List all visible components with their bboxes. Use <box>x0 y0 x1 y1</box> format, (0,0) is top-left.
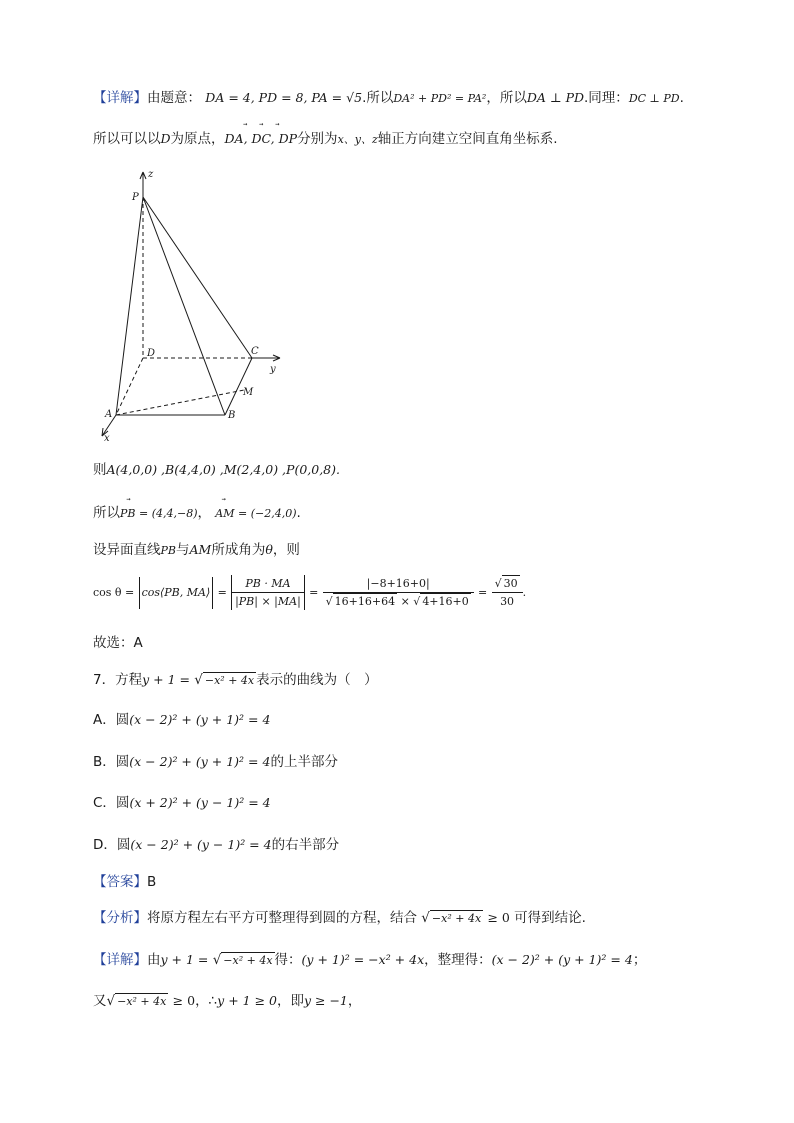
option-b-suffix: 的上半部分 <box>270 754 338 770</box>
text-coordinate-system: 轴正方向建立空间直角坐标系. <box>377 131 558 147</box>
analysis-radicand: −x² + 4x <box>431 912 482 925</box>
detail-prefix: 由题意： <box>147 90 201 106</box>
analysis-tag: 【分析】 <box>93 910 147 926</box>
option-b <box>93 752 338 772</box>
label-c: C <box>251 346 259 357</box>
y-plus-one-inequality: y + 1 ≥ 0 <box>217 993 277 1008</box>
cos-inner: cos⟨PB, MA⟩ <box>139 577 214 609</box>
text-then-2: ，则 <box>272 542 300 558</box>
text-get: 得： <box>274 952 302 968</box>
perpendicular-da-pd: DA ⊥ PD <box>526 90 585 105</box>
pyramid-figure <box>92 162 292 444</box>
text-respectively: 分别为 <box>297 131 338 147</box>
semicolon: ； <box>632 952 647 968</box>
equals-1: = <box>217 586 227 599</box>
detail-line-1 <box>93 88 684 109</box>
detail-line-2 <box>93 120 558 150</box>
edge-da-dashed <box>116 358 143 415</box>
y-range: y ≥ −1 <box>303 993 348 1008</box>
theta: θ <box>265 542 273 557</box>
cos-theta: cos θ = <box>93 586 135 599</box>
detail-line-4: 又√ −x² + 4x ≥ 0，∴y + 1 ≥ 0，即y ≥ −1， <box>93 993 362 1009</box>
vectors-line <box>93 495 301 524</box>
option-b-equation: (x − 2)² + (y + 1)² = 4 <box>129 754 271 769</box>
circle-equation: (x − 2)² + (y + 1)² = 4 <box>491 952 633 967</box>
angle-line <box>93 540 300 561</box>
answer-line <box>93 872 156 892</box>
period-2: . <box>296 505 301 521</box>
text-so-2: ，所以 <box>486 90 527 106</box>
option-d-label: D．圆 <box>93 837 131 853</box>
fraction-dot-product: $\frac{PB \cdot MA}{|PB| \times |MA|}$ <box>231 575 305 610</box>
text-therefore: ，∴ <box>195 993 218 1009</box>
line-am: AM <box>189 542 212 557</box>
question-number: 7．方程 <box>93 672 143 688</box>
vector-am: → AM = (−2,4,0) <box>215 495 297 520</box>
detail-tag-2: 【详解】 <box>93 952 147 968</box>
edge-pa <box>116 197 143 415</box>
question-7: 7．方程y + 1 = √ −x² + 4x 表示的曲线为（ ） <box>93 672 378 688</box>
answer-value: B <box>147 874 157 890</box>
analysis-text-a: 将原方程左右平方可整理得到圆的方程，结合 <box>147 910 417 926</box>
analysis-text-b: 可得到结论. <box>514 910 586 926</box>
label-z: z <box>148 169 154 180</box>
text-skew-lines: 设异面直线 <box>93 542 161 558</box>
cos-formula <box>93 575 526 610</box>
question-text: 表示的曲线为（ ） <box>256 672 378 688</box>
text-then: 则 <box>93 462 107 478</box>
label-b: B <box>228 410 236 421</box>
option-d-suffix: 的右半部分 <box>271 837 340 853</box>
edge-am-dashed <box>116 390 244 415</box>
label-p: P <box>132 192 139 203</box>
detail-line-3: 【详解】由y + 1 = √ −x² + 4x 得：(y + 1)² = −x² + 4x，整理得：(x − 2)² + (y + 1)² = 4； <box>93 952 647 968</box>
pythagorean-equation: DA² + PD² = PA² <box>393 92 487 105</box>
label-d: D <box>147 348 156 359</box>
option-c-equation: (x + 2)² + (y − 1)² = 4 <box>129 795 271 810</box>
trailing-comma: ， <box>347 993 362 1009</box>
text-simplify: ，整理得： <box>424 952 492 968</box>
given-values: DA = 4, PD = 8, PA = √5 <box>205 90 363 105</box>
vector-pb: → PB = (4,4,−8) <box>120 495 198 520</box>
text-so: .所以 <box>362 90 394 106</box>
analysis-line: 【分析】将原方程左右平方可整理得到圆的方程，结合 √ −x² + 4x ≥ 0 可得到结论. <box>93 910 586 926</box>
option-d <box>93 835 339 855</box>
last-inequality: ≥ 0 <box>172 993 196 1008</box>
option-a-label: A．圆 <box>93 712 130 728</box>
label-x: x <box>104 433 110 444</box>
label-m: M <box>243 387 254 398</box>
answer-tag: 【答案】 <box>93 874 147 890</box>
question-lhs: y + 1 = <box>142 672 190 687</box>
period-3: . <box>522 586 527 599</box>
text-also: 又 <box>93 993 107 1009</box>
analysis-inequality: ≥ 0 <box>487 910 510 925</box>
option-c-label: C．圆 <box>93 795 130 811</box>
label-a: A <box>105 409 113 420</box>
point-coordinates: A(4,0,0) ,B(4,4,0) ,M(2,4,0) ,P(0,0,8). <box>106 462 340 477</box>
text-from: 由 <box>147 952 161 968</box>
detail-tag: 【详解】 <box>93 90 147 106</box>
choice-line: 故选：A <box>93 635 143 651</box>
comma: ， <box>197 505 211 521</box>
question-radicand: −x² + 4x <box>204 674 255 687</box>
text-so-3: 所以 <box>93 505 120 521</box>
option-c <box>93 793 271 813</box>
option-a-equation: (x − 2)² + (y + 1)² = 4 <box>129 712 271 727</box>
edge-pb <box>143 197 225 415</box>
period: . <box>679 90 684 106</box>
detail-radicand: −x² + 4x <box>223 954 273 967</box>
option-a <box>93 710 270 730</box>
axes-xyz: x、y、z <box>337 133 378 146</box>
line-pb: PB <box>160 544 176 557</box>
text-angle-is: 所成角为 <box>211 542 266 558</box>
fraction-numeric: $\frac{|-8+16+0|}{√ 16+16+64 \times √ 4+16+0}$ <box>323 575 474 610</box>
option-d-equation: (x − 2)² + (y − 1)² = 4 <box>130 837 272 852</box>
perpendicular-dc-pd: DC ⊥ PD <box>628 92 680 105</box>
option-b-label: B．圆 <box>93 754 130 770</box>
text-similarly: .同理： <box>584 90 629 106</box>
point-d: D <box>160 131 171 146</box>
label-y: y <box>270 364 276 375</box>
squared-equation: (y + 1)² = −x² + 4x <box>301 952 425 967</box>
equals-2: = <box>309 586 319 599</box>
text-and: 与 <box>176 542 190 558</box>
text-origin-a: 所以可以以 <box>93 131 161 147</box>
vectors-da-dc-dp: → → → DA, DC, DP <box>224 120 298 146</box>
coords-line <box>93 460 340 480</box>
equals-3: = <box>478 586 488 599</box>
fraction-result: $\frac{√ 30}{30}$ <box>492 575 523 610</box>
text-origin-b: 为原点， <box>170 131 225 147</box>
last-radicand: −x² + 4x <box>117 995 167 1008</box>
detail-lhs: y + 1 = <box>160 952 209 967</box>
edge-pc <box>143 197 252 358</box>
text-that-is: ，即 <box>276 993 304 1009</box>
